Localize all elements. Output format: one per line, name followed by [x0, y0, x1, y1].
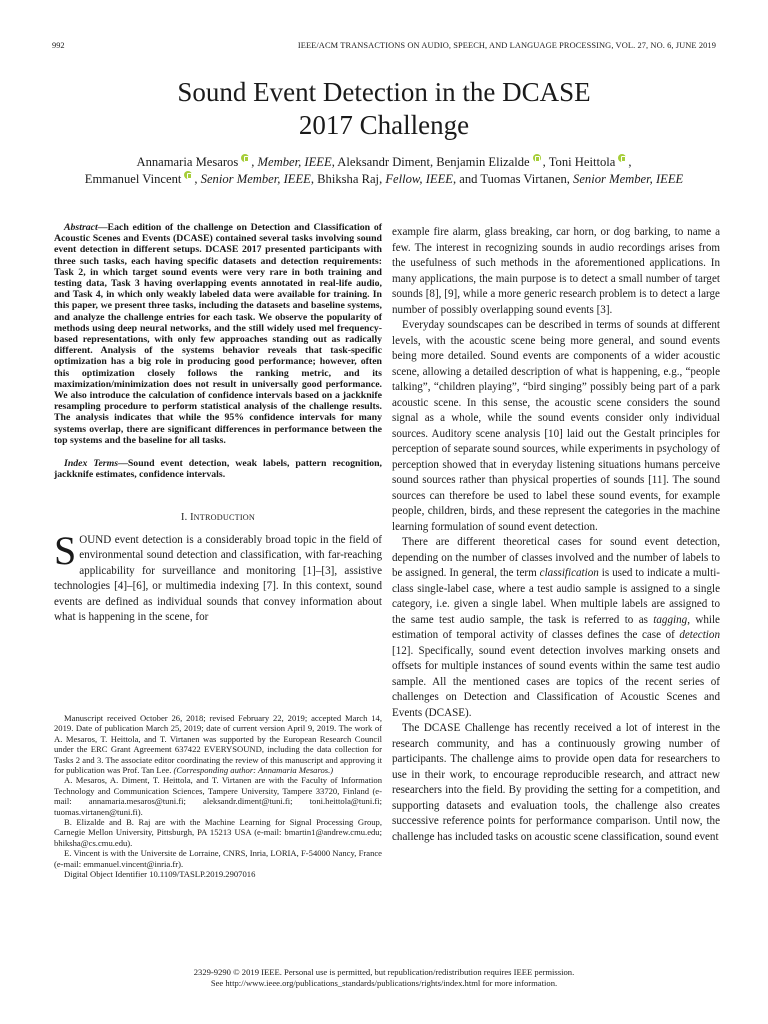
abstract-lead: Abstract	[64, 222, 98, 233]
author-role: Fellow, IEEE	[385, 172, 453, 186]
footnote-doi: Digital Object Identifier 10.1109/TASLP.2019.2907016	[64, 869, 256, 880]
abstract-text: —Each edition of the challenge on Detection and Classification of Acoustic Scenes and Events (DCASE) contained several tasks involving sound event detection in different setups. DCASE 2017 presented participants with three such tasks, each having specific datasets and detection requirements: Task 2, in which target sound events were very rare in both training and testing data, Task 3 having overlapping events annotated in real-life audio, and Task 4, in which only weakly labeled data were available for training. In this paper, we present three tasks, including the datasets and baseline systems, and analyze the challenge entries for each task. We observe the popularity of methods using deep neural networks, and the still widely used mel frequency-based representations, with only few approaches standing out as radically different. Analysis of the systems behavior reveals that task-specific optimization has a big role in producing good performance; however, often this optimization closely follows the ranking metric, and its maximization/minimization does not result in universally good performance. We also introduce the calculation of confidence intervals based on a jackknife resampling procedure to perform statistical analysis of the challenge results. The analysis indicates that while the 95% confidence intervals for many systems overlap, there are significant differences in performance between the top systems and the baseline for all tasks.	[54, 222, 382, 446]
title-line-1: Sound Event Detection in the DCASE	[177, 77, 591, 107]
journal-name: IEEE/ACM TRANSACTIONS ON AUDIO, SPEECH, AND LANGUAGE PROCESSING, VOL. 27, NO. 6, JUNE 2019	[297, 41, 716, 50]
section-initial: I	[190, 512, 194, 524]
corresponding-author: (Corresponding author: Annamaria Mesaros.)	[173, 765, 334, 776]
paragraph-continued: example fire alarm, glass breaking, car horn, or dog barking, to name a few. The interest in recognizing sounds in audio recordings arises from the usefulness of such methods in the aforementioned applications. In many applications, the main purpose is to detect a small number of target sounds [8], [9], while a more generic research problem is to detect a large number of possibly overlapping sound events [3].	[392, 226, 720, 316]
author-role: Senior Member, IEEE	[200, 172, 311, 186]
footnote-affiliation-lorraine: E. Vincent is with the Universite de Lorraine, CNRS, Inria, LORIA, F-54000 Nancy, France (e-mail: emmanuel.vincent@inria.fr).	[54, 848, 382, 869]
drop-cap: S	[54, 527, 77, 573]
right-column	[392, 225, 720, 845]
author-virtanen: and Tuomas Virtanen	[459, 172, 567, 186]
orcid-icon[interactable]	[533, 154, 541, 162]
author-line-1: Annamaria Mesaros , Member, IEEE, Aleksandr Diment, Benjamin Elizalde , Toni Heittola ,	[136, 155, 632, 169]
index-terms-text: —Sound event detection, weak labels, pattern recognition, jackknife estimates, confidence intervals.	[54, 458, 382, 481]
running-header	[52, 41, 716, 53]
author-role: Member, IEEE	[257, 155, 332, 169]
term-detection: detection	[679, 629, 720, 641]
page-number: 992	[52, 41, 65, 50]
footnote-affiliation-tampere: A. Mesaros, A. Diment, T. Heittola, and T. Virtanen are with the Faculty of Information Technology and Communication Sciences, Tampere University, Tampere 33720, Finland (e-mail: annamaria.mesaros@tuni.fi; aleksandr.diment@tuni.fi; toni.heittola@tuni.fi; tuomas.virtanen@tuni.fi).	[54, 775, 382, 817]
author-diment-elizalde: Aleksandr Diment, Benjamin Elizalde	[337, 155, 530, 169]
footnote-manuscript-text: Manuscript received October 26, 2018; revised February 22, 2019; accepted March 14, 2019. Date of publication March 25, 2019; date of current version April 9, 2019. The work of A. Mesaros, T. Heittola, and T. Virtanen was supported by the European Research Council under the ERC Grant Agreement 637422 EVERYSOUND, including the data collection for Tasks 2 and 3. The associate editor coordinating the review of this manuscript and approving it for publication was Prof. Tan Lee.	[54, 713, 382, 776]
title-line-2: 2017 Challenge	[298, 110, 470, 140]
left-column	[54, 222, 382, 626]
paragraph-dcase-challenge: The DCASE Challenge has recently received a lot of interest in the research community, and has a continuously growing number of participants. The challenge aims to provide open data for researchers to use in their work, to encourage reproducible research, and attract new researchers into the field. By providing the setting for a competition, and supporting datasets and evaluation tools, the challenge also creates successive reference points for performance comparison. Until now, the challenge has included tasks on acoustic scene classification, sound event	[392, 722, 720, 843]
section-heading-introduction	[54, 511, 382, 524]
author-vincent: Emmanuel Vincent	[84, 172, 182, 186]
intro-text: event detection is a considerably broad topic in the field of environmental sound detection and classification, with far-reaching applicability for surveillance and monitoring [1]–[3], assistive technologies [4]–[6], or multimedia indexing [7]. In this context, sound events are defined as individual sounds that convey information about what is happening in the scene, for	[54, 533, 382, 624]
footnote-affiliation-cmu: B. Elizalde and B. Raj are with the Machine Learning for Signal Processing Group, Carnegie Mellon University, Pittsburgh, PA 15213 USA (e-mail: bmartin1@andrew.cmu.edu; bhiksha@cs.cmu.edu).	[54, 817, 382, 848]
orcid-icon[interactable]	[618, 154, 626, 162]
author-heittola: Toni Heittola	[548, 155, 616, 169]
section-number: I.	[180, 512, 188, 524]
term-classification: classification	[539, 567, 599, 579]
intro-first-word: OUND	[79, 533, 112, 546]
author-mesaros: Annamaria Mesaros	[136, 155, 239, 169]
text-run: is used to indicate a multi-class single-label case, where a test audio sample is assigned to a single category, i.e. given a single label. When multiple labels are assigned to the same test audio sample, the task is referred to as	[392, 567, 720, 626]
copyright-line-2: See http://www.ieee.org/publications_standards/publications/rights/index.html for more information.	[210, 978, 558, 988]
text-run: [12]. Specifically, sound event detection involves marking onsets and offsets for multiple instances of sound events within the same test audio sample. All the mentioned cases are topics of the recent series of challenges on Detection and Classification of Acoustic Scenes and Events (DCASE).	[392, 644, 720, 719]
text-run: There are different theoretical cases for sound event detection, depending on the number of classes involved and the number of labels to be assigned. In general, the term	[392, 536, 720, 579]
copyright-line-1: 2329-9290 © 2019 IEEE. Personal use is permitted, but republication/redistribution requires IEEE permission.	[193, 967, 575, 977]
paragraph-theoretical-cases	[392, 535, 720, 721]
footnote-manuscript	[54, 713, 382, 775]
paragraph-soundscapes: Everyday soundscapes can be described in terms of sounds at different levels, with the acoustic scene being more general, and sound events being more detailed. Sound events are components of a wider acoustic scene, allowing a detailed description of what is happening, e.g., “people talking”, “children playing”, “bird singing” possibly being part of a park acoustic scene. In this sense, the acoustic scene considers the sound signal as a whole, while the sound events consider only individual sources. Auditory scene analysis [10] laid out the Gestalt principles for perception of separate sound sources, while experiments in psychology of perception showed that in everyday listening situations humans perceive sound sources rather than physical properties of sounds [11]. The sound sources can therefore be used to label these sound events, for example people, children, birds, and these represent the categories in the machine learning formulation of sound event detection.	[392, 319, 720, 533]
author-raj: Bhiksha Raj	[317, 172, 380, 186]
term-tagging: tagging	[653, 613, 688, 626]
footnotes	[54, 713, 382, 880]
abstract	[54, 222, 382, 446]
intro-paragraph	[54, 527, 382, 626]
copyright-notice	[52, 967, 716, 989]
author-list	[40, 154, 728, 188]
index-terms-lead: Index Terms	[64, 458, 119, 470]
orcid-icon[interactable]	[241, 154, 249, 162]
text-run: , while estimation of temporal activity of classes defines the case of	[392, 613, 720, 641]
section-title-rest: NTRODUCTION	[193, 513, 255, 523]
orcid-icon[interactable]	[184, 171, 192, 179]
index-terms	[54, 458, 382, 480]
author-role: Senior Member, IEEE	[573, 172, 684, 186]
author-line-2: Emmanuel Vincent , Senior Member, IEEE, Bhiksha Raj, Fellow, IEEE, and Tuomas Virtanen, Senior Member, IEEE	[84, 172, 684, 186]
paper-title	[60, 76, 708, 142]
